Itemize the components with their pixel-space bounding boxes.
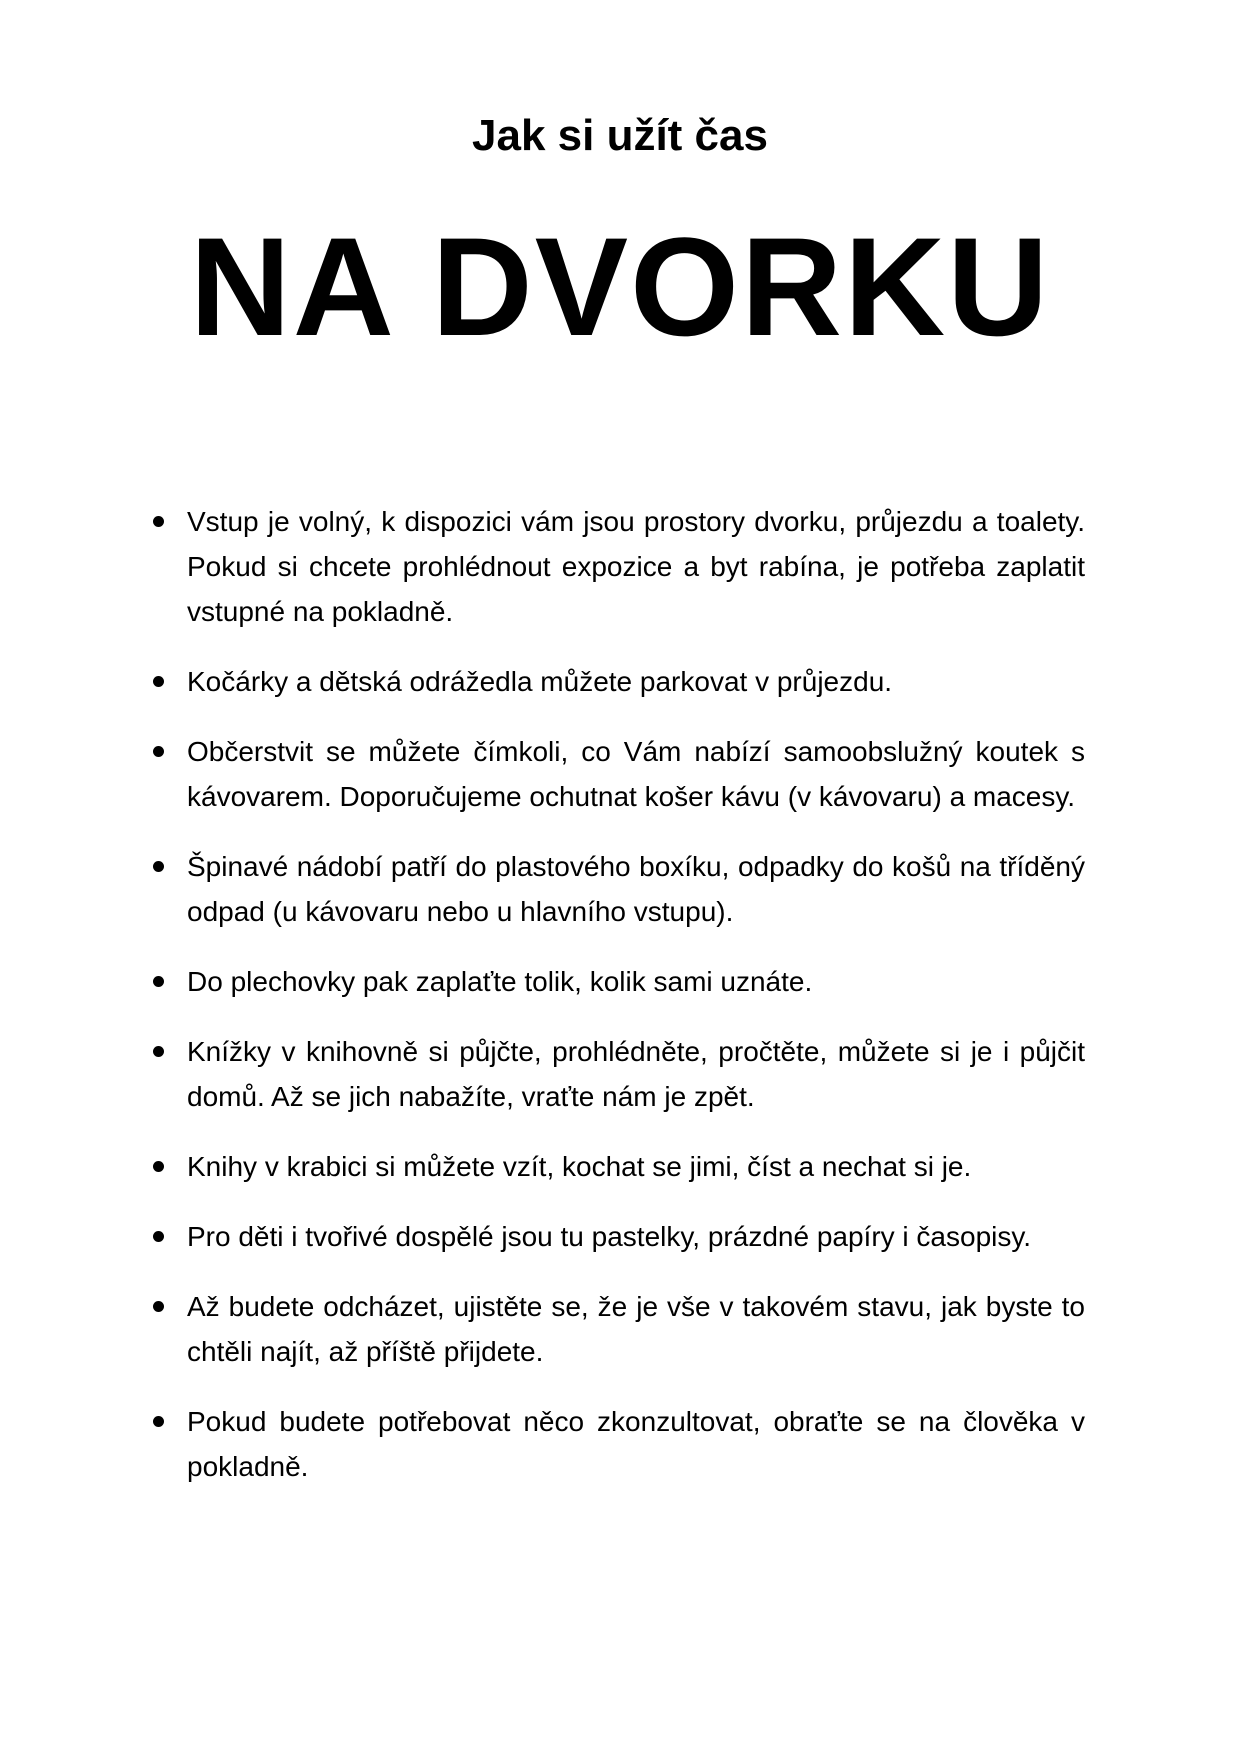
bullet-icon	[153, 976, 164, 987]
list-item	[150, 959, 1085, 1004]
list-item	[150, 1399, 1085, 1489]
rule-text: Pro děti i tvořivé dospělé jsou tu pastelky, prázdné papíry i časopisy.	[187, 1221, 1032, 1252]
rule-text: Občerstvit se můžete čímkoli, co Vám nabízí samoobslužný koutek s kávovarem. Doporučujeme ochutnat košer kávu (v kávovaru) a macesy.	[187, 736, 1085, 812]
bullet-icon	[153, 1161, 164, 1172]
rule-text: Knížky v knihovně si půjčte, prohlédněte, pročtěte, můžete si je i půjčit domů. Až se jich nabažíte, vraťte nám je zpět.	[187, 1036, 1085, 1112]
bullet-icon	[153, 1231, 164, 1242]
bullet-icon	[153, 1416, 164, 1427]
bullet-icon	[153, 861, 164, 872]
rule-text: Do plechovky pak zaplaťte tolik, kolik sami uznáte.	[187, 966, 813, 997]
list-item	[150, 1284, 1085, 1374]
bullet-icon	[153, 676, 164, 687]
rules-list	[150, 499, 1085, 1514]
rule-text: Knihy v krabici si můžete vzít, kochat se jimi, číst a nechat si je.	[187, 1151, 972, 1182]
document-title: NA DVORKU	[189, 208, 1051, 365]
list-item	[150, 844, 1085, 934]
rule-text: Vstup je volný, k dispozici vám jsou prostory dvorku, průjezdu a toalety. Pokud si chcete prohlédnout expozice a byt rabína, je potřeba zaplatit vstupné na pokladně.	[187, 506, 1085, 627]
list-item	[150, 729, 1085, 819]
bullet-icon	[153, 1046, 164, 1057]
list-item	[150, 1144, 1085, 1189]
rule-text: Až budete odcházet, ujistěte se, že je vše v takovém stavu, jak byste to chtěli najít, až příště přijdete.	[187, 1291, 1085, 1367]
list-item	[150, 1029, 1085, 1119]
document-subtitle: Jak si užít čas	[472, 111, 768, 160]
bullet-icon	[153, 746, 164, 757]
list-item	[150, 499, 1085, 634]
rule-text: Špinavé nádobí patří do plastového boxíku, odpadky do košů na tříděný odpad (u kávovaru nebo u hlavního vstupu).	[187, 851, 1085, 927]
rule-text: Kočárky a dětská odrážedla můžete parkovat v průjezdu.	[187, 666, 893, 697]
rule-text: Pokud budete potřebovat něco zkonzultovat, obraťte se na člověka v pokladně.	[187, 1406, 1085, 1482]
list-item	[150, 659, 1085, 704]
bullet-icon	[153, 516, 164, 527]
list-item	[150, 1214, 1085, 1259]
bullet-icon	[153, 1301, 164, 1312]
